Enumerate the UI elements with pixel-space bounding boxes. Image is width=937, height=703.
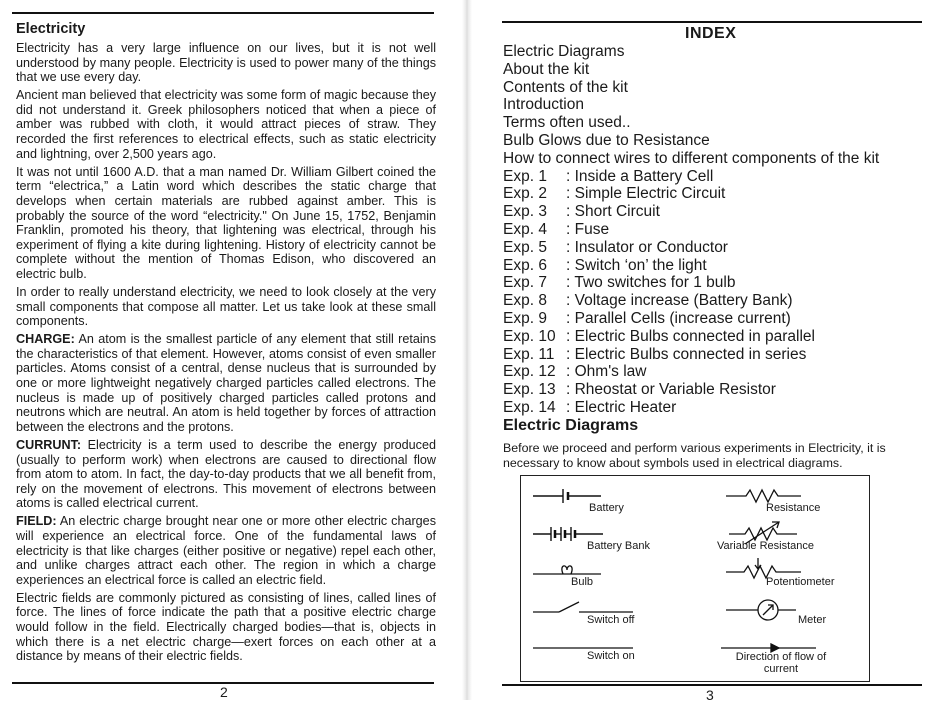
paragraph: [16, 88, 436, 161]
body-text: [16, 41, 436, 667]
index-item: [503, 132, 879, 150]
index-item-label: : Fuse: [566, 220, 610, 238]
symbol-label: Switch off: [587, 614, 635, 626]
paragraph: [16, 591, 436, 664]
experiment-number: Exp. 13: [503, 381, 556, 399]
index-item: [503, 185, 879, 203]
experiment-number: Exp. 8: [503, 292, 547, 310]
page-number: 2: [220, 684, 228, 700]
symbol-label: Direction of flow of current: [735, 651, 827, 675]
section-intro: Before we proceed and perform various experiments in Electricity, it is necessary to know about symbols used in electrical diagrams.: [503, 441, 886, 470]
index-item-label: : Simple Electric Circuit: [566, 185, 726, 203]
paragraph: [16, 165, 436, 282]
index-item: [503, 381, 879, 399]
index-item-label: : Electric Heater: [566, 398, 677, 416]
left-page: [0, 0, 465, 700]
index-item: [503, 150, 879, 168]
paragraph: [16, 332, 436, 434]
symbol-label: Variable Resistance: [717, 540, 815, 552]
experiment-number: Exp. 5: [503, 238, 547, 256]
index-item: [503, 221, 879, 239]
index-item-label: Contents of the kit: [503, 78, 628, 96]
paragraph-text: An atom is the smallest particle of any element that still retains the characteristics of that element. However, atoms consist of even smaller particles. Atoms consist of a central, dense nucleus that is surrounded by one or more lightweight negatively charged particles called electrons. The nucleus is made up of positively charged particles called protons and neutrons which are neutral. An atom is held together by forces of attraction between the electrons and the protons.: [16, 332, 436, 434]
paragraph-text: Electric fields are commonly pictured as consisting of lines, called lines of force. The lines of force indicate the path that a positive electric charge would follow in the field. Electrically charged bodies—that is, objects in which there is a net electric charge—exert forces on each other at a distance by means of their electric fields.: [16, 590, 436, 664]
index-item: [503, 346, 879, 364]
top-rule: [502, 21, 922, 23]
index-title: INDEX: [685, 25, 737, 42]
index-item-label: Electric Diagrams: [503, 43, 625, 60]
top-rule: [12, 12, 434, 14]
index-item-label: About the kit: [503, 60, 590, 78]
experiment-number: Exp. 7: [503, 274, 547, 292]
section-heading: Electric Diagrams: [503, 417, 639, 434]
term-label: CHARGE:: [16, 332, 75, 347]
symbol-label: Bulb: [571, 576, 594, 588]
experiment-number: Exp. 12: [503, 363, 556, 381]
term-label: FIELD:: [16, 514, 57, 529]
paragraph-text: An electric charge brought near one or more other electric charges will experience an electrical force. One of the fundamental laws of electricity is that like charges (either positive or negative) repel each other, and unlike charges attract each other. The region in which a charge experiences an electrical force is called an electric field.: [16, 514, 436, 587]
index-item: [503, 168, 879, 186]
index-item-label: Terms often used..: [503, 114, 631, 132]
right-page: [470, 0, 937, 703]
index-item-label: : Voltage increase (Battery Bank): [566, 292, 793, 310]
page-number: 3: [706, 687, 714, 703]
experiment-number: Exp. 1: [503, 167, 547, 185]
index-item: [503, 79, 879, 97]
experiment-number: Exp. 14: [503, 398, 556, 416]
symbol-label: Switch on: [587, 650, 635, 662]
term-label: CURRUNT:: [16, 437, 82, 452]
paragraph-text: In order to really understand electricity, we need to look closely at the very small components that compose all matter. Let us take look at these small components.: [16, 285, 436, 329]
experiment-number: Exp. 10: [503, 327, 556, 345]
paragraph-text: Ancient man believed that electricity was some form of magic because they did not understand it. Greek philosophers noticed that when a piece of amber was rubbed with cloth, it would attract pieces of straw. They recorded the first references to electrical effects, such as static electricity and lightning, over 2,500 years ago.: [16, 88, 436, 161]
paragraph-text: Electricity has a very large influence on our lives, but it is not well understood by many people. Electricity is used to power many of the things that we use every day.: [16, 41, 436, 85]
index-item: [503, 96, 879, 114]
index-item: [503, 43, 879, 61]
index-item-label: : Electric Bulbs connected in series: [566, 345, 807, 363]
index-item-label: Introduction: [503, 96, 584, 114]
index-item-label: : Parallel Cells (increase current): [566, 309, 791, 327]
experiment-number: Exp. 11: [503, 345, 555, 363]
index-item: [503, 203, 879, 221]
index-item-label: : Insulator or Conductor: [566, 238, 728, 256]
paragraph: [16, 41, 436, 85]
index-item-label: : Electric Bulbs connected in parallel: [566, 327, 815, 345]
experiment-number: Exp. 3: [503, 203, 547, 221]
index-item-label: : Ohm's law: [566, 363, 647, 381]
index-item: [503, 257, 879, 275]
index-item: [503, 292, 879, 310]
index-item-label: : Two switches for 1 bulb: [566, 274, 736, 292]
index-item-label: : Rheostat or Variable Resistor: [566, 381, 776, 399]
paragraph: [16, 438, 436, 511]
symbol-label: Battery: [589, 502, 624, 514]
index-item-label: : Short Circuit: [566, 203, 660, 221]
index-item-label: How to connect wires to different components of the kit: [503, 149, 880, 167]
symbol-table: [520, 475, 870, 682]
index-list: [503, 43, 879, 417]
paragraph: [16, 285, 436, 329]
index-item-label: : Inside a Battery Cell: [566, 167, 714, 185]
index-item: [503, 239, 879, 257]
symbol-label: Meter: [798, 614, 827, 626]
index-item: [503, 399, 879, 417]
index-item-label: Bulb Glows due to Resistance: [503, 131, 710, 149]
index-item: [503, 61, 879, 79]
index-item: [503, 274, 879, 292]
index-item: [503, 363, 879, 381]
symbol-label: Battery Bank: [587, 540, 650, 552]
index-item: [503, 114, 879, 132]
page-title: Electricity: [16, 21, 86, 37]
paragraph-text: It was not until 1600 A.D. that a man named Dr. William Gilbert coined the term “electrica,” a Latin word which describes the static charge that develops when certain materials are rubbed against amber. This is probably the source of the word “electricity." On June 15, 1752, Benjamin Franklin, promoted his theory, that lightening was electrical, through his experiment of flying a kite during lightening. History of electricity cannot be complete without the mention of Thomas Edison, who discovered an electric bulb.: [16, 164, 436, 281]
symbol-label: Potentiometer: [766, 576, 835, 588]
index-item: [503, 328, 879, 346]
bottom-rule: [502, 684, 922, 686]
experiment-number: Exp. 2: [503, 185, 547, 203]
paragraph: [16, 514, 436, 587]
index-item-label: : Switch ‘on’ the light: [566, 256, 707, 274]
symbol-label: Resistance: [766, 502, 821, 514]
paragraph-text: Electricity is a term used to describe the energy produced (usually to perform work) when electrons are caused to directional flow from atom to atom. In fact, the day-to-day products that we all benefit from, rely on the movement of electrons. This movement of electrons between atoms is called electrical current.: [16, 437, 436, 511]
experiment-number: Exp. 9: [503, 309, 547, 327]
index-item: [503, 310, 879, 328]
experiment-number: Exp. 6: [503, 256, 547, 274]
experiment-number: Exp. 4: [503, 220, 547, 238]
